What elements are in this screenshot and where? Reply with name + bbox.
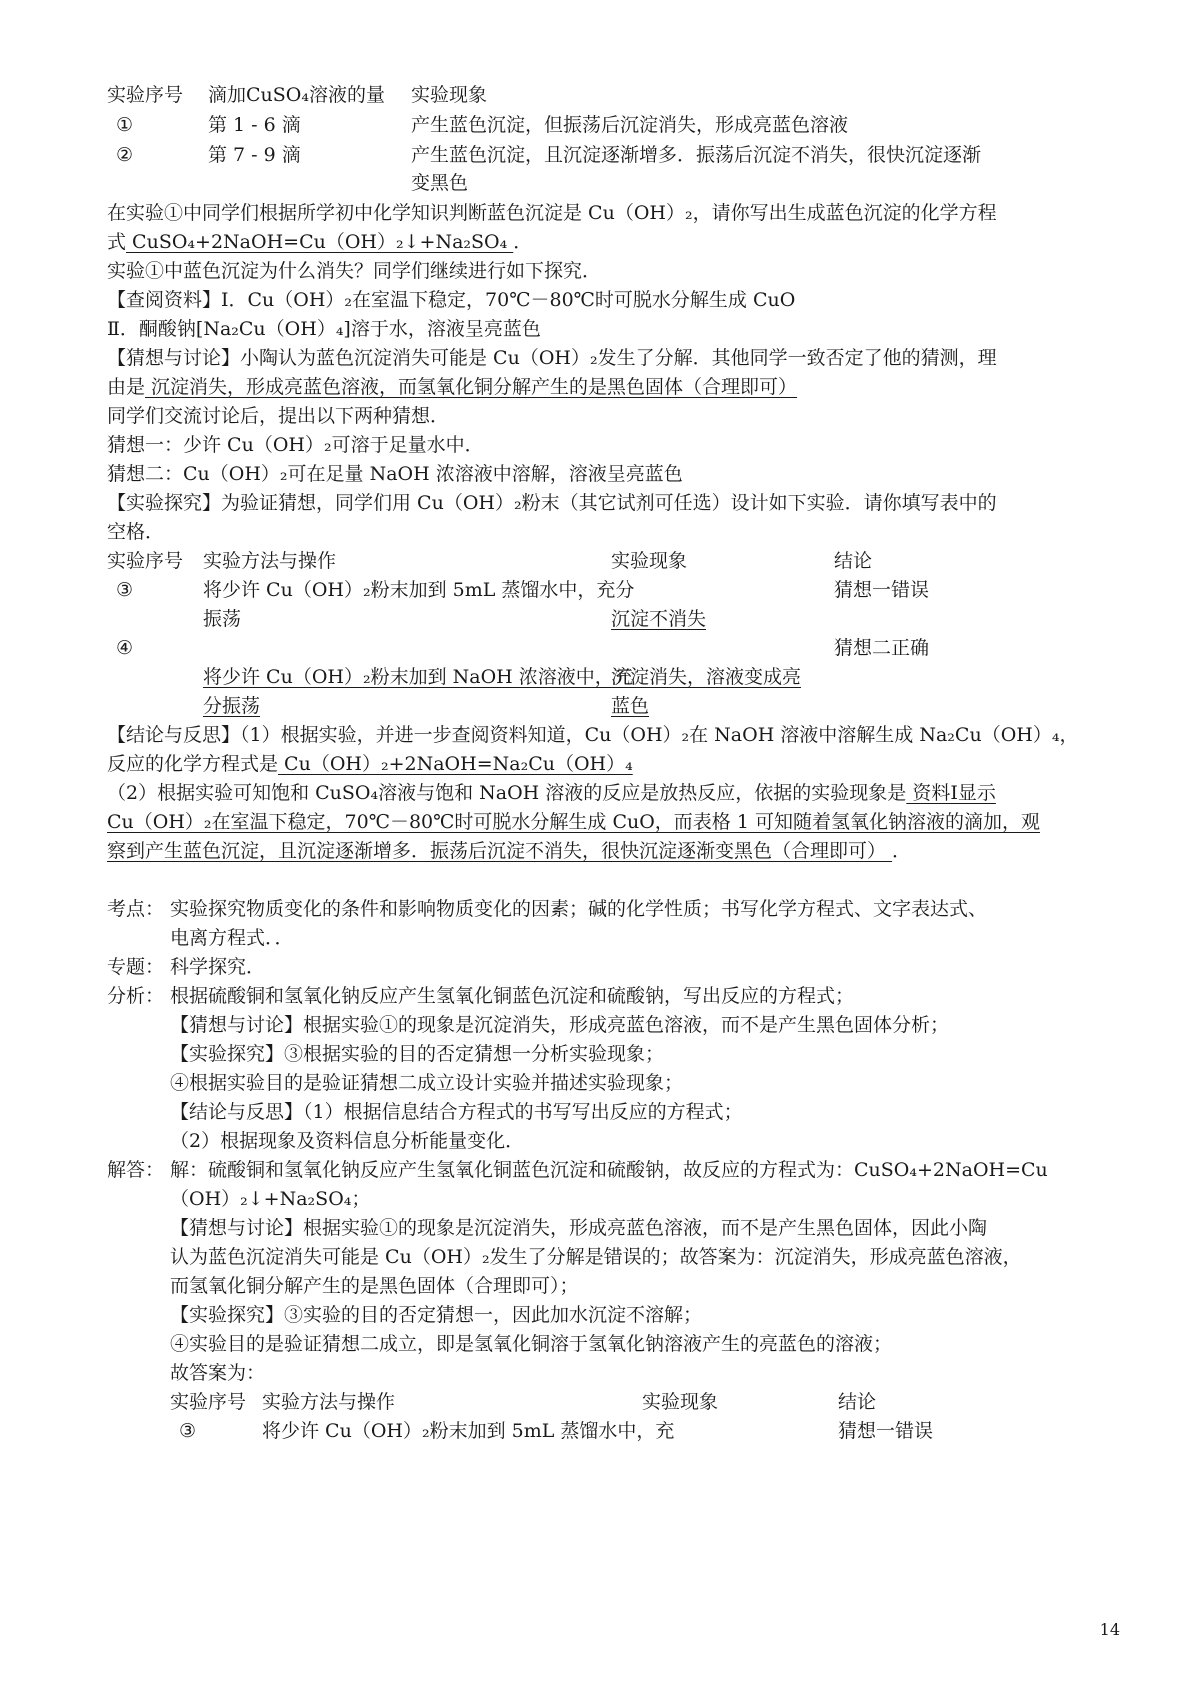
table2-row3-method-cont: 振荡 [203,608,242,630]
table1-header-phenomenon: 实验现象 [411,84,488,106]
jieda-line: ④实验目的是验证猜想二成立，即是氢氧化铜溶于氢氧化钠溶液产生的亮蓝色的溶液； [170,1333,893,1355]
p4-line1: 【猜想与讨论】小陶认为蓝色沉淀消失可能是 Cu（OH）₂发生了分解．其他同学一致否定了他的猜测，理 [107,347,997,369]
table1-row2-phenomenon: 产生蓝色沉淀，且沉淀逐渐增多．振荡后沉淀不消失，很快沉淀逐渐 [411,144,982,166]
jieda-line: 故答案为： [170,1362,266,1384]
jieda-table-row-conclusion: 猜想一错误 [838,1420,934,1442]
jieda-table-header-no: 实验序号 [170,1391,247,1413]
table1-row1-amount: 第 1 - 6 滴 [208,114,301,136]
fenxi-line: ④根据实验目的是验证猜想二成立设计实验并描述实验现象； [170,1072,684,1094]
jieda-table-row-method: 将少许 Cu（OH）₂粉末加到 5mL 蒸馏水中，充 [262,1420,675,1442]
p4-answer: 沉淀消失，形成亮蓝色溶液，而氢氧化铜分解产生的是黑色固体（合理即可） [145,376,798,398]
jieda-line: 认为蓝色沉淀消失可能是 Cu（OH）₂发生了分解是错误的；故答案为：沉淀消失，形成亮蓝色溶液， [170,1246,1022,1268]
p8-line2: 空格． [107,521,165,543]
table2-header-no: 实验序号 [107,550,184,572]
table2-header-conclusion: 结论 [834,550,873,572]
table2-row4-phenomenon: 沉淀消失，溶液变成亮 [611,666,802,688]
page-number: 14 [1099,1620,1120,1639]
p5: 同学们交流讨论后，提出以下两种猜想． [107,405,450,427]
table2-row4-phenomenon-cont: 蓝色 [611,695,650,717]
table2-row4-no: ④ [116,637,134,659]
p2: 实验①中蓝色沉淀为什么消失？同学们继续进行如下探究． [107,260,602,282]
p8-line1: 【实验探究】为验证猜想，同学们用 Cu（OH）₂粉末（其它试剂可任选）设计如下实验．请你填写表中的 [107,492,997,514]
table1-row1-no: ① [116,114,134,136]
p6: 猜想一：少许 Cu（OH）₂可溶于足量水中． [107,434,484,456]
table2-row3-conclusion: 猜想一错误 [834,579,930,601]
jieda-label: 解答： [107,1159,165,1181]
table2-row3-no: ③ [116,579,134,601]
jieda-table-header-method: 实验方法与操作 [262,1391,396,1413]
p10-line1: （2）根据实验可知饱和 CuSO₄溶液与饱和 NaOH 溶液的反应是放热反应，依据的实验现象是 资料Ⅰ显示 [107,782,996,804]
jieda-line: 解：硫酸铜和氢氧化钠反应产生氢氧化铜蓝色沉淀和硫酸钠，故反应的方程式为：CuSO₄+2NaOH=Cu [170,1159,1048,1181]
table2-row4-conclusion: 猜想二正确 [834,637,930,659]
table1-header-no: 实验序号 [107,84,184,106]
jieda-table-row-no: ③ [179,1420,197,1442]
table1-row2-amount: 第 7 - 9 滴 [208,144,301,166]
p1-line2: 式 CuSO₄+2NaOH=Cu（OH）₂↓+Na₂SO₄ ． [107,231,533,253]
table1-row1-phenomenon: 产生蓝色沉淀，但振荡后沉淀消失，形成亮蓝色溶液 [411,114,849,136]
p1-answer: CuSO₄+2NaOH=Cu（OH）₂↓+Na₂SO₄ [126,231,514,253]
fenxi-line: 根据硫酸铜和氢氧化钠反应产生氢氧化铜蓝色沉淀和硫酸钠，写出反应的方程式； [170,985,855,1007]
jieda-line: 而氢氧化铜分解产生的是黑色固体（合理即可）； [170,1275,579,1297]
p3-line2: Ⅱ．酮酸钠[Na₂Cu（OH）₄]溶于水，溶液呈亮蓝色 [107,318,541,340]
table1-header-amount: 滴加CuSO₄溶液的量 [208,84,385,106]
p10-line2: Cu（OH）₂在室温下稳定，70℃－80℃时可脱水分解生成 CuO，而表格 1 可知随着氢氧化钠溶液的滴加，观 [107,811,1040,833]
p4-line2: 由是 沉淀消失，形成亮蓝色溶液，而氢氧化铜分解产生的是黑色固体（合理即可） [107,376,798,398]
p10-line3: 察到产生蓝色沉淀，且沉淀逐渐增多．振荡后沉淀不消失，很快沉淀逐渐变黑色（合理即可） ． [107,840,912,862]
table2-row4-method-cont: 分振荡 [203,695,261,717]
p7: 猜想二：Cu（OH）₂可在足量 NaOH 浓溶液中溶解，溶液呈亮蓝色 [107,463,683,485]
zhuanti-label: 专题： [107,956,165,978]
table2-header-phenomenon: 实验现象 [611,550,688,572]
jieda-table-header-conclusion: 结论 [838,1391,877,1413]
table1-row2-no: ② [116,144,134,166]
table2-row3-method: 将少许 Cu（OH）₂粉末加到 5mL 蒸馏水中，充分 [203,579,635,601]
fenxi-line: 【实验探究】③根据实验的目的否定猜想一分析实验现象； [170,1043,665,1065]
table1-row2-phenomenon-cont: 变黑色 [411,172,469,194]
p9-line1: 【结论与反思】（1）根据实验，并进一步查阅资料知道，Cu（OH）₂在 NaOH 溶液中溶解生成 Na₂Cu（OH）₄， [107,724,1079,746]
kaodian-line2: 电离方程式．． [170,927,294,949]
kaodian-line1: 实验探究物质变化的条件和影响物质变化的因素；碱的化学性质；书写化学方程式、文字表达式、 [170,898,988,920]
p10-answer: 资料Ⅰ显示 [906,782,996,804]
kaodian-label: 考点： [107,898,165,920]
jieda-line: （OH）₂↓+Na₂SO₄； [170,1188,371,1210]
fenxi-line: （2）根据现象及资料信息分析能量变化． [170,1130,525,1152]
fenxi-line: 【结论与反思】（1）根据信息结合方程式的书写写出反应的方程式； [170,1101,743,1123]
fenxi-label: 分析： [107,985,165,1007]
p9-answer: Cu（OH）₂+2NaOH=Na₂Cu（OH）₄ [278,753,633,775]
fenxi-line: 【猜想与讨论】根据实验①的现象是沉淀消失，形成亮蓝色溶液，而不是产生黑色固体分析； [170,1014,950,1036]
jieda-line: 【实验探究】③实验的目的否定猜想一，因此加水沉淀不溶解； [170,1304,703,1326]
p3-line1: 【查阅资料】Ⅰ．Cu（OH）₂在室温下稳定，70℃－80℃时可脱水分解生成 CuO [107,289,796,311]
table2-header-method: 实验方法与操作 [203,550,337,572]
jieda-table-header-phenomenon: 实验现象 [642,1391,719,1413]
table2-row4-method: 将少许 Cu（OH）₂粉末加到 NaOH 浓溶液中，充 [203,666,633,688]
zhuanti-text: 科学探究． [170,956,266,978]
p1-line1: 在实验①中同学们根据所学初中化学知识判断蓝色沉淀是 Cu（OH）₂，请你写出生成蓝色沉淀的化学方程 [107,202,997,224]
table2-row3-phenomenon: 沉淀不消失 [611,608,707,630]
jieda-line: 【猜想与讨论】根据实验①的现象是沉淀消失，形成亮蓝色溶液，而不是产生黑色固体，因此小陶 [170,1217,988,1239]
p9-line2: 反应的化学方程式是 Cu（OH）₂+2NaOH=Na₂Cu（OH）₄ [107,753,633,775]
